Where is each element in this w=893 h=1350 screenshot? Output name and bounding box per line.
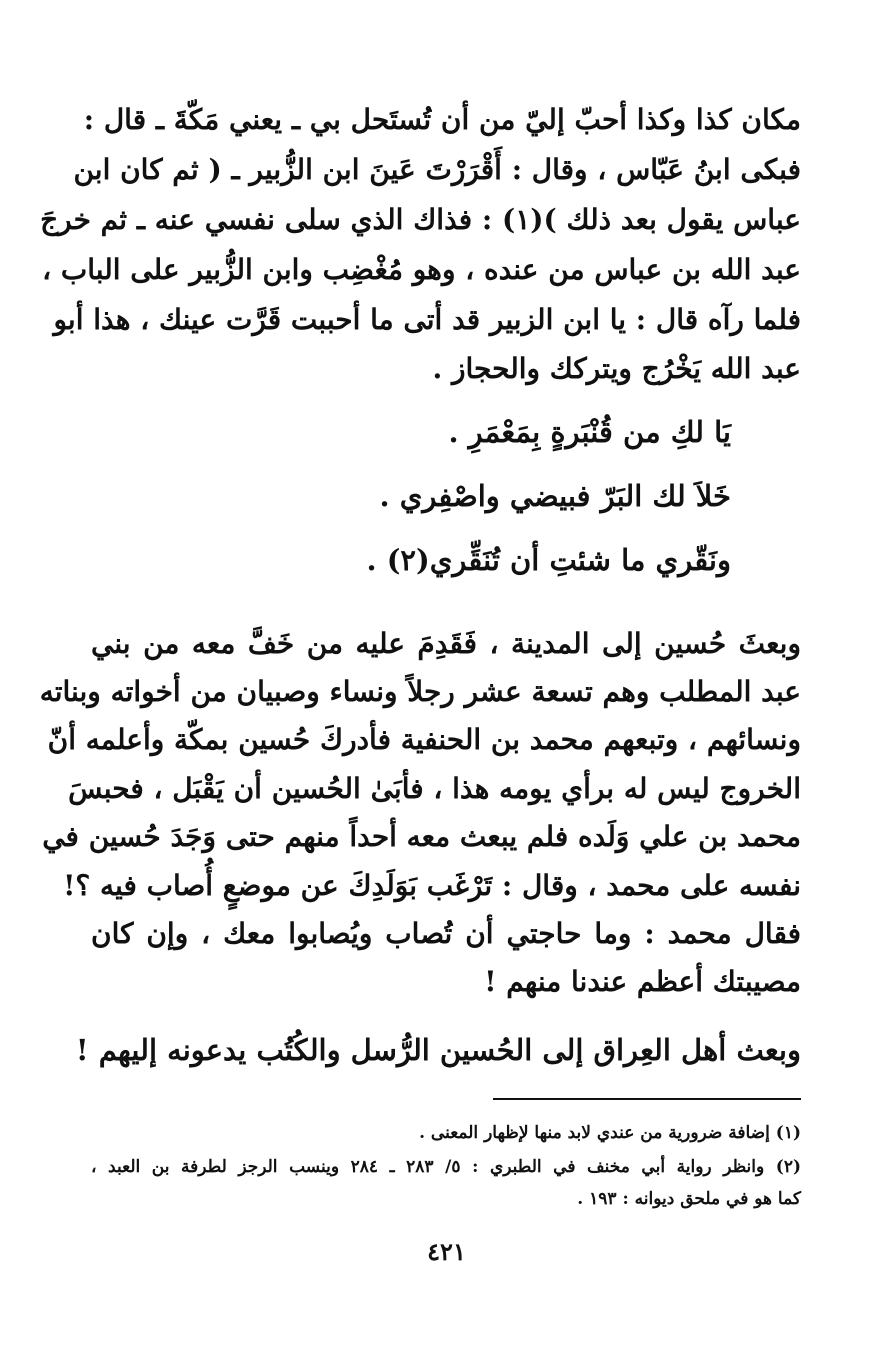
footnote-divider [493,1098,801,1100]
text-line: عبد المطلب وهم تسعة عشر رجلاً ونساء وصبيان من أخواته وبناته [39,675,801,708]
text-line: محمد بن علي وَلَده فلم يبعث معه أحداً منهم حتى وَجَدَ حُسين في [42,820,801,853]
footnote: (١) إضافة ضرورية من عندي لابد منها لإظهار المعنى . [419,1123,801,1143]
text-line: ونسائهم ، وتبعهم محمد بن الحنفية فأدركَ حُسين بمكّة وأعلمه أنّ [47,723,801,756]
text-line: وبعثَ حُسين إلى المدينة ، فَقَدِمَ عليه من خَفَّ معه من بني [91,627,801,660]
verse-line: يَا لكِ من قُنْبَرةٍ بِمَعْمَرِ . [448,415,731,449]
text-line: نفسه على محمد ، وقال : تَرْغَب بَوَلَدِكَ عن موضعٍ أُصاب فيه ؟! [63,869,801,902]
verse-line: خَلاَ لك البَرّ فبيضي واصْفِري . [379,479,731,513]
text-line: فبكى ابنُ عَبّاس ، وقال : أَقْرَرْتَ عَينَ ابن الزُّبير ـ ( ثم كان ابن [73,153,801,186]
text-line: الخروج ليس له برأي يومه هذا ، فأبَىٰ الحُسين أن يَقْبَل ، فحبسَ [68,772,801,805]
text-line: فقال محمد : وما حاجتي أن تُصاب ويُصابوا معك ، وإن كان [91,917,801,950]
page-number: ٤٢١ [427,1237,466,1266]
text-line: وبعث أهل العِراق إلى الحُسين الرُّسل والكُتُب يدعونه إليهم ! [75,1033,801,1067]
text-line: عبد الله يَخْرُج ويتركك والحجاز . [432,352,801,385]
text-line: عبد الله بن عباس من عنده ، وهو مُغْضِب وابن الزُّبير على الباب ، [42,253,801,286]
verse-line: ونَقّري ما شئتِ أن تُنَقِّري(٢) . [366,543,731,577]
text-line: فلما رآه قال : يا ابن الزبير قد أتى ما أحببت قَرَّت عينك ، هذا أبو [53,303,801,336]
text-line: مكان كذا وكذا أحبّ إليّ من أن تُستَحل بي ـ يعني مَكّةَ ـ قال : [83,103,801,136]
text-line: عباس يقول بعد ذلك )(١) : فذاك الذي سلى نفسي عنه ـ ثم خرجَ [40,203,801,236]
footnote: (٢) وانظر رواية أبي مخنف في الطبري : ٥/ ٢٨٣ ـ ٢٨٤ وينسب الرجز لطرفة بن العبد ، [91,1157,801,1177]
footnote: كما هو في ملحق ديوانه : ١٩٣ . [577,1189,801,1209]
text-line: مصيبتك أعظم عندنا منهم ! [484,965,801,998]
